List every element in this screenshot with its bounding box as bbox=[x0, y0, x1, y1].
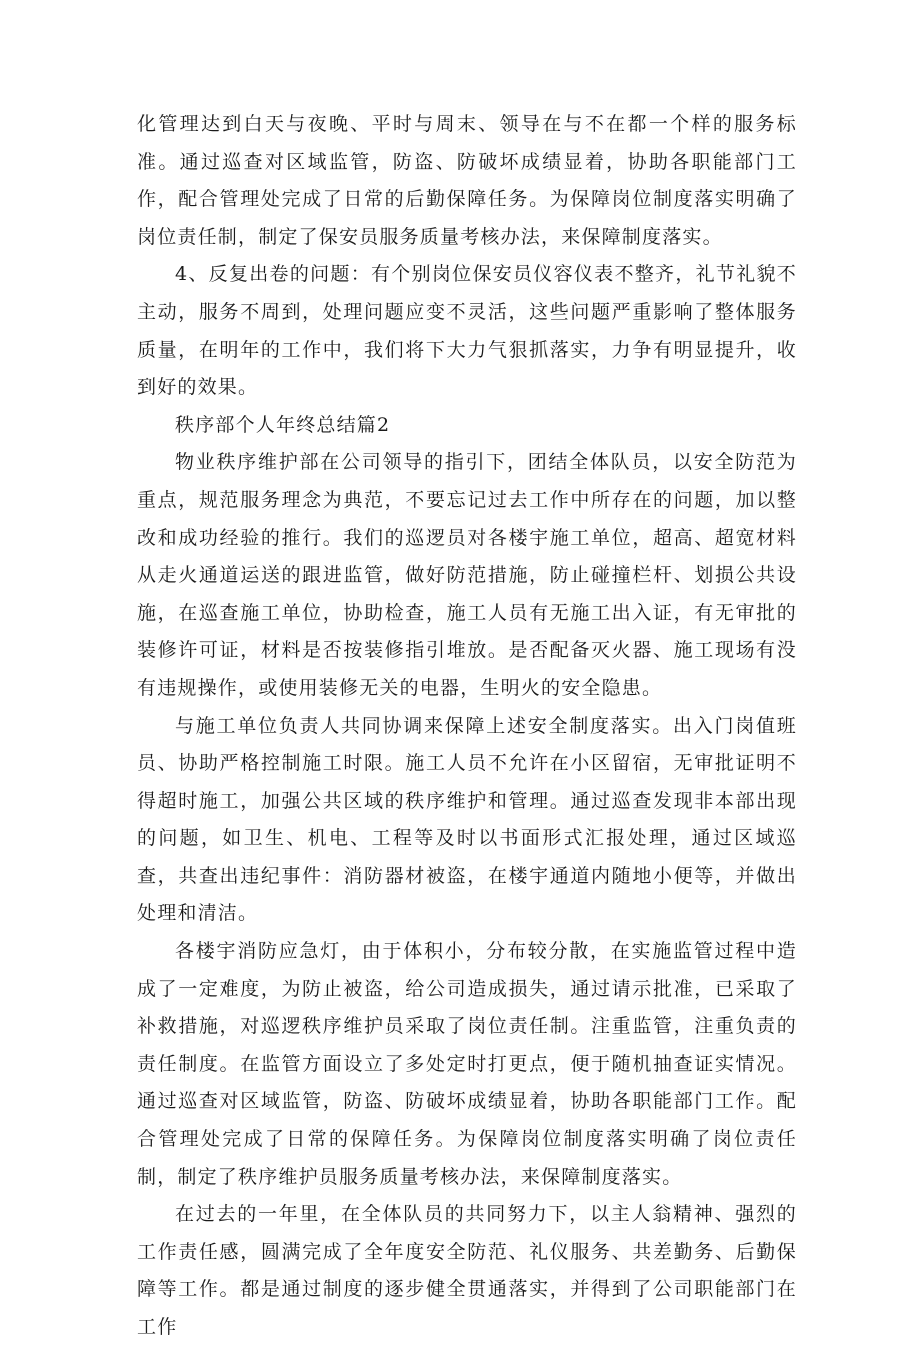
paragraph-continuation: 化管理达到白天与夜晚、平时与周末、领导在与不在都一个样的服务标准。通过巡查对区域监管，防盗、防破坏成绩显着，协助各职能部门工作，配合管理处完成了日常的后勤保障任务。为保障岗位制度落实明确了岗位责任制，制定了保安员服务质量考核办法，来保障制度落实。 bbox=[137, 113, 797, 248]
paragraph-body: 在过去的一年里，在全体队员的共同努力下，以主人翁精神、强烈的工作责任感，圆满完成了全年度安全防范、礼仪服务、共差勤务、后勤保障等工作。都是通过制度的逐步健全贯通落实，并得到了公司职能部门在工作 bbox=[137, 1203, 797, 1338]
section-heading: 秩序部个人年终总结篇2 bbox=[175, 413, 391, 436]
document-body bbox=[137, 106, 797, 1347]
paragraph-body: 物业秩序维护部在公司领导的指引下，团结全体队员，以安全防范为重点，规范服务理念为典范，不要忘记过去工作中所存在的问题，加以整改和成功经验的推行。我们的巡逻员对各楼宇施工单位，超高、超宽材料从走火通道运送的跟进监管，做好防范措施，防止碰撞栏杆、划损公共设施，在巡查施工单位，协助检查，施工人员有无施工出入证，有无审批的装修许可证，材料是否按装修指引堆放。是否配备灭火器、施工现场有没有违规操作，或使用装修无关的电器，生明火的安全隐患。 bbox=[137, 451, 797, 699]
paragraph-body: 与施工单位负责人共同协调来保障上述安全制度落实。出入门岗值班员、协助严格控制施工时限。施工人员不允许在小区留宿，无审批证明不得超时施工，加强公共区域的秩序维护和管理。通过巡查发现非本部出现的问题，如卫生、机电、工程等及时以书面形式汇报处理，通过区域巡查，共查出违纪事件：消防器材被盗，在楼宇通道内随地小便等，并做出处理和清洁。 bbox=[137, 714, 797, 925]
paragraph-issues: 4、反复出卷的问题：有个别岗位保安员仪容仪表不整齐，礼节礼貌不主动，服务不周到，处理问题应变不灵活，这些问题严重影响了整体服务质量，在明年的工作中，我们将下大力气狠抓落实，力争有明显提升，收到好的效果。 bbox=[137, 263, 797, 399]
paragraph-body: 各楼宇消防应急灯，由于体积小，分布较分散，在实施监管过程中造成了一定难度，为防止被盗，给公司造成损失，通过请示批准，已采取了补救措施，对巡逻秩序维护员采取了岗位责任制。注重监管，注重负责的责任制度。在监管方面设立了多处定时打更点，便于随机抽查证实情况。通过巡查对区域监管，防盗、防破坏成绩显着，协助各职能部门工作。配合管理处完成了日常的保障任务。为保障岗位制度落实明确了岗位责任制，制定了秩序维护员服务质量考核办法，来保障制度落实。 bbox=[137, 940, 797, 1188]
